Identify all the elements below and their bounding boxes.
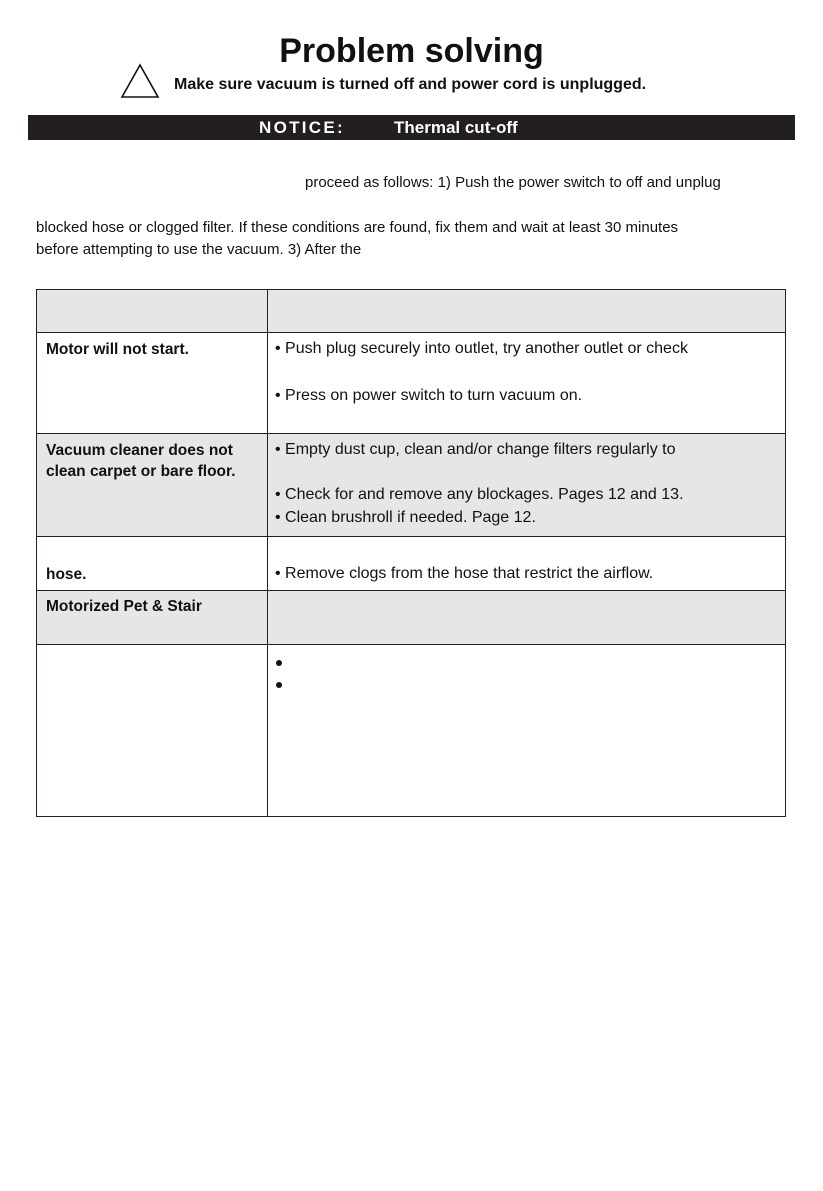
problem-text: Vacuum cleaner does not (46, 442, 233, 459)
solution-item: • Push plug securely into outlet, try another outlet or check (275, 340, 688, 357)
warning-text: Make sure vacuum is turned off and power cord is unplugged. (174, 76, 647, 93)
solution-item: • Clean brushroll if needed. Page 12. (275, 509, 536, 526)
table-row (37, 645, 786, 817)
intro-line-1: proceed as follows: 1) Push the power switch to off and unplug (305, 174, 721, 191)
warning-triangle-icon (120, 63, 160, 99)
solution-cell (268, 591, 786, 645)
notice-title: Thermal cut-off (394, 118, 518, 137)
notice-label: NOTICE: (259, 118, 345, 137)
problem-cell (37, 591, 268, 645)
solution-item: • Press on power switch to turn vacuum on. (275, 387, 583, 404)
intro-line-3: before attempting to use the vacuum. 3) After the (36, 241, 362, 258)
solution-item: • Check for and remove any blockages. Pages 12 and 13. (275, 486, 684, 503)
bullet-icon (276, 682, 282, 688)
problem-text: Motor will not start. (46, 341, 189, 358)
header-cell-solution (268, 290, 786, 333)
solution-cell (268, 537, 786, 591)
table-row (37, 591, 786, 645)
bullet-icon (276, 660, 282, 666)
solution-item: • Empty dust cup, clean and/or change filters regularly to (275, 441, 676, 458)
notice-bar (28, 115, 795, 140)
solution-item: • Remove clogs from the hose that restrict the airflow. (275, 565, 654, 582)
warning-line (120, 63, 646, 99)
problem-text: hose. (46, 566, 87, 583)
page-title: Problem solving (279, 32, 544, 70)
table-header-row (37, 290, 786, 333)
header-cell-problem (37, 290, 268, 333)
solution-cell (268, 333, 786, 434)
table-row (37, 537, 786, 591)
table-row (37, 333, 786, 434)
problem-text: Motorized Pet & Stair (46, 598, 202, 615)
problem-cell (37, 434, 268, 537)
problem-cell (37, 537, 268, 591)
problem-text: clean carpet or bare floor. (46, 463, 236, 480)
table-row (37, 434, 786, 537)
problem-cell (37, 333, 268, 434)
solution-cell (268, 434, 786, 537)
problem-cell (37, 645, 268, 817)
intro-line-2: blocked hose or clogged filter. If these conditions are found, fix them and wait at least 30 minutes (36, 219, 679, 236)
solution-cell (268, 645, 786, 817)
troubleshooting-table (36, 289, 786, 817)
